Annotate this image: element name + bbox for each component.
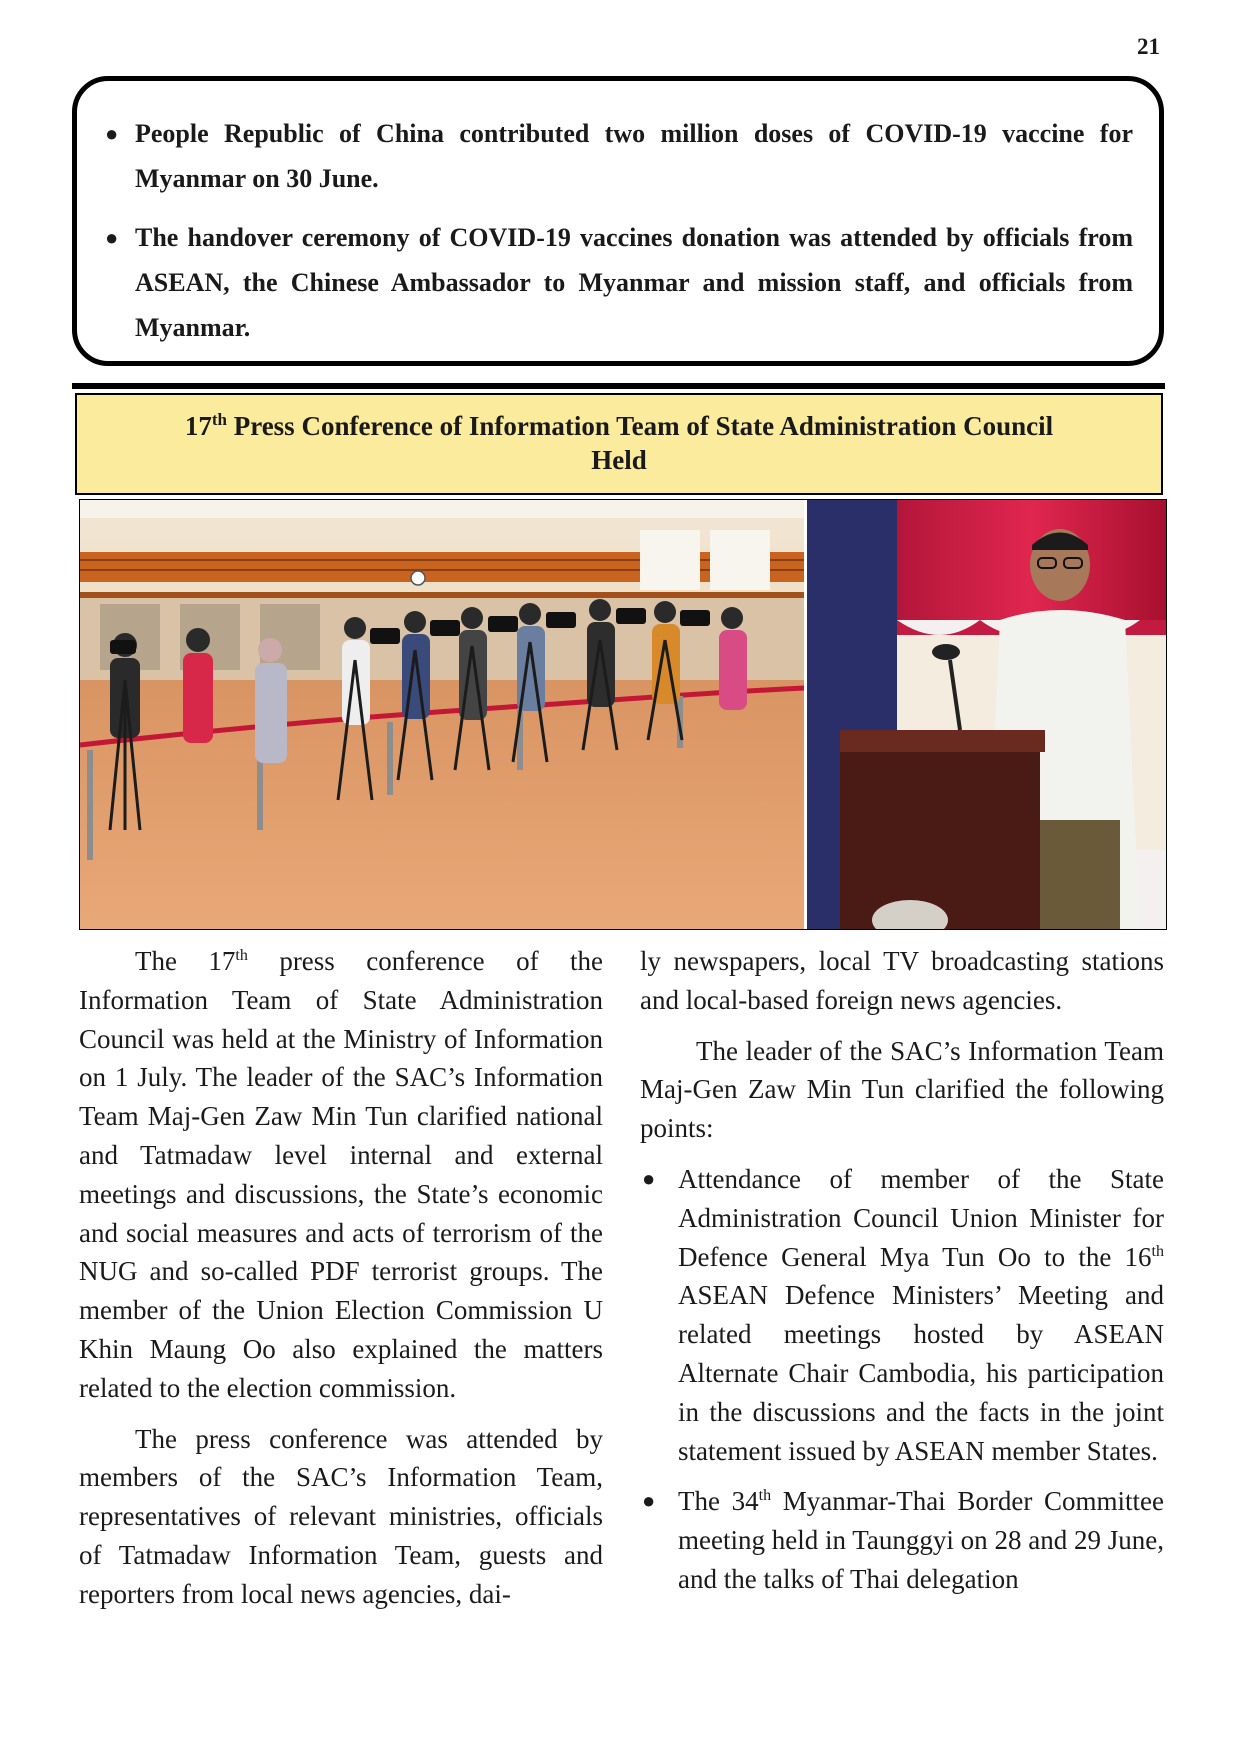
article-paragraph: The press conference was attended by members of the SAC’s Information Team, representatives of relevant ministries, officials of Tatmadaw Information Team, guests and reporters from local news agencies, dai- (79, 1423, 603, 1609)
headline-title-line2: Held (591, 445, 647, 475)
headline-number: 17 (184, 411, 212, 441)
headline-title-line1: Press Conference of Information Team of State Administration Council (226, 411, 1054, 441)
highlight-text: The handover ceremony of COVID-19 vaccines donation was attended by officials from ASEAN, the Chinese Ambassador to Myanmar and mission staff, and officials from Myanmar. (135, 223, 1133, 342)
ordinal-suffix: th (758, 1487, 772, 1505)
point-text: Attendance of member of the State Administration Council Union Minister for Defence General Mya Tun Oo to the 16 (678, 1163, 1164, 1272)
article-column-right (640, 942, 1164, 1611)
headline-ordinal-suffix: th (211, 410, 227, 429)
ordinal-suffix: th (1151, 1242, 1164, 1260)
highlights-box (72, 76, 1164, 366)
bullet-icon: ● (642, 1488, 656, 1514)
page-number: 21 (1137, 34, 1160, 59)
highlight-item (101, 111, 1133, 201)
section-divider (72, 383, 1165, 389)
article-paragraph: ly newspapers, local TV broadcasting stations and local-based foreign news agencies. (640, 946, 1164, 1015)
bullet-icon: ● (105, 225, 119, 250)
paragraph-text: press conference of the Information Team of State Administration Council was held at the Ministry of Information on 1 July. The leader of the SAC’s Information Team Maj-Gen Zaw Min Tun clarified national and Tatmadaw level internal and external meetings and discussions, the State’s economic and social measures and acts of terrorism of the NUG and so-called PDF terrorist groups. The member of the Union Election Commission U Khin Maung Oo also explained the matters related to the election commission. (79, 946, 603, 1403)
point-item (640, 1160, 1164, 1470)
photo-illustration (80, 500, 1166, 929)
highlights-list (101, 111, 1133, 350)
ordinal-suffix: th (235, 947, 248, 964)
highlight-text: People Republic of China contributed two million doses of COVID-19 vaccine for Myanmar on 30 June. (135, 119, 1133, 193)
article-headline (75, 393, 1163, 495)
highlight-item (101, 215, 1133, 350)
hall-scene (80, 500, 804, 929)
speaker-scene (807, 500, 1166, 929)
article-paragraph (79, 942, 603, 1408)
bullet-icon: ● (642, 1165, 656, 1191)
article-column-left (79, 942, 603, 1626)
point-text: Myanmar-Thai Border Committee meeting held in Taunggyi on 28 and 29 June, and the talks of Thai delegation (678, 1486, 1164, 1594)
point-text: ASEAN Defence Ministers’ Meeting and related meetings hosted by ASEAN Alternate Chair Cambodia, his participation in the discussions and the facts in the joint statement issued by ASEAN member States. (678, 1280, 1164, 1466)
bullet-icon: ● (105, 121, 119, 146)
press-conference-photo (79, 499, 1167, 930)
paragraph-text: The 17 (135, 946, 236, 976)
article-paragraph: The leader of the SAC’s Information Team Maj-Gen Zaw Min Tun clarified the following points: (640, 1035, 1164, 1144)
points-list (640, 1160, 1164, 1599)
point-text: The 34 (678, 1486, 759, 1517)
point-item (640, 1482, 1164, 1598)
